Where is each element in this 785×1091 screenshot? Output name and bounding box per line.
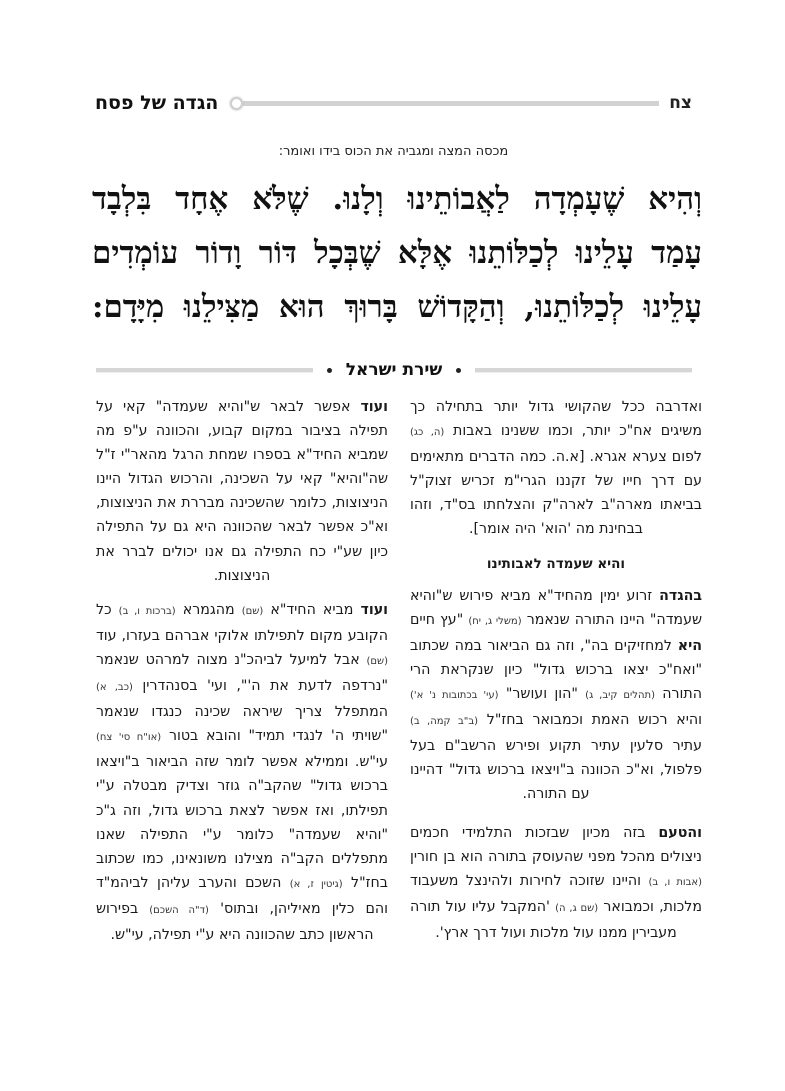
paragraph-text: בפירוש הראשון כתב שהכוונה היא ע"י תפילה, עי"ש.	[96, 900, 374, 943]
commentary-paragraph	[96, 395, 388, 588]
header-ornament-circle-icon	[230, 97, 243, 110]
source-reference: (תהלים קיב, ג)	[585, 690, 655, 702]
main-text-line: עָמַד עָלֵינוּ לְכַלּוֹתֵנוּ אֶלָּא שֶׁבְּכָל דּוֹר וָדוֹר עוֹמְדִים	[92, 235, 702, 271]
commentary-paragraph	[410, 584, 702, 807]
source-reference: (כב, א)	[96, 682, 133, 694]
paragraph-text: והיינו שזוכה לחירות ולהינצל משעבוד מלכות, וכמבואר	[410, 872, 703, 915]
paragraph-text: מהגמרא	[182, 601, 235, 618]
paragraph-text: ואדרבה ככל שהקושי גדול יותר בתחילה כך משיגים אח"כ יותר, וכמו ששנינו באבות	[410, 399, 702, 440]
header-rule	[243, 101, 659, 106]
paragraph-text: אפשר לבאר ש"והיא שעמדה" קאי על תפילה בציבור במקום קבוע, והכוונה ע"פ מה שמביא החיד"א בספרו שמחת הרגל מהאר"י ז"ל שה"והיא" קאי על השכינה, והרכוש הגדול היינו הניצוצות, כלומר שהשכינה מבררת את הניצוצות, וא"כ אפשר לבאר שהכוונה היא גם על התפילה כיון שע"י כח התפילה גם אנו יכולים לברר את הניצוצות.	[96, 399, 388, 584]
commentary-column-left	[96, 395, 388, 957]
ritual-instruction: מכסה המצה ומגביה את הכוס בידו ואומר:	[278, 144, 509, 159]
paragraph-lead-word: ועוד	[360, 399, 388, 415]
paragraph-text: לפום צערא אגרא. [א.ה. כמה הדברים מתאימים עם דרך חייו של זקננו הגרי"מ זכריש זצוק"ל בביאתו מארה"ב לארה"ק והצלחתו בס"ד, וזהו בבחינת מה 'הוא' היה אומר].	[410, 449, 702, 538]
paragraph-text: עי"ש. וממילא אפשר לומר שזה הביאור ב"ויצאו ברכוש גדול" שהקב"ה גוזר וצדיק מבטלה ע"י תפילתו, ואז אפשר לצאת ברכוש גדול, וזה ג"כ "והיא שעמדה" כלומר ע"י התפילה שאנו מתפללים הקב"ה מצילנו משונאינו, כמו שכתוב בחז"ל	[96, 754, 388, 891]
source-reference: (שם ג, ה)	[555, 902, 599, 914]
emphasized-word: היא	[677, 637, 703, 654]
divider-rule-left	[96, 368, 313, 373]
source-reference: (ה, כג)	[410, 427, 445, 439]
source-reference: (אבות ו, ב)	[648, 876, 702, 888]
paragraph-text: השכם והערב עליהן לביהמ"ד והם כלין מאיליהן, ובתוס'	[96, 874, 389, 917]
bullet-icon	[327, 368, 332, 373]
commentary-section-divider	[96, 358, 692, 382]
paragraph-lead-word: והטעם	[658, 824, 702, 841]
paragraph-text: "הון ועושר"	[505, 686, 578, 703]
source-reference: (גיטין ז, א)	[289, 878, 343, 890]
main-text-line: עָלֵינוּ לְכַלּוֹתֵנוּ, וְהַקָּדוֹשׁ בָּרוּךְ הוּא מַצִּילֵנוּ מִיָּדָם:	[92, 289, 702, 325]
paragraph-text: זרוע ימין מהחיד"א מביא פירוש ש"והיא שעמדה" היינו התורה שנאמר	[410, 587, 703, 628]
paragraph-text: המתפלל צריך שיראה שכינה כנגדו שנאמר "שויתי ה' לנגדי תמיד" והובא בטור	[96, 704, 388, 745]
divider-rule-right	[475, 368, 692, 373]
paragraph-text: עתיר סלעין עתיר תקוע ופירש הרשב"ם בעל פלפול, וא"כ הכוונה ב"ויצאו ברכוש גדול" דהיינו עם התורה.	[410, 738, 702, 803]
paragraph-lead-word: בהגדה	[659, 587, 702, 604]
paragraph-text: בזה מכיון שבזכות התלמידי חכמים ניצולים מהכל מפני שהעוסק בתורה הוא בן חורין	[410, 824, 702, 865]
commentary-paragraph	[96, 598, 388, 947]
source-reference: (עי' בכתובות נ' א')	[410, 690, 499, 702]
running-header	[95, 88, 692, 118]
commentary-column-right	[410, 395, 702, 955]
commentary-paragraph	[410, 821, 702, 945]
bullet-icon	[456, 368, 461, 373]
paragraph-text: והיא רכוש האמת וכמבואר בחז"ל	[486, 712, 703, 729]
source-reference: (שם)	[241, 605, 264, 617]
source-reference: (ברכות ו, ב)	[118, 605, 176, 617]
paragraph-text: "עץ חיים	[410, 611, 464, 628]
main-text-line: וְהִיא שֶׁעָמְדָה לַאֲבוֹתֵינוּ וְלָנוּ. שֶׁלֹּא אֶחָד בִּלְבָד	[92, 181, 702, 217]
page-number: צח	[669, 93, 692, 113]
source-reference: (שם)	[366, 655, 388, 667]
paragraph-text: מביא החיד"א	[270, 601, 354, 618]
paragraph-text: למחזיקים בה", וזה גם הביאור במה שכתוב "ואח"כ יצאו ברכוש גדול" כיון שנקראת הרי התורה	[410, 637, 703, 703]
paragraph-text: אבל למיעל לביהכ"נ מצוה למרהט שנאמר "נרדפה לדעת את ה'", ועי' בסנהדרין	[96, 651, 388, 695]
haggadah-main-text	[92, 172, 702, 334]
commentary-title: שירת ישראל	[345, 360, 443, 380]
paragraph-text: 'המקבל עליו עול תורה מעבירין ממנו עול מלכות ועול דרך ארץ'.	[410, 898, 677, 941]
commentary-subheading: והיא שעמדה לאבותינו	[486, 555, 626, 572]
source-reference: (משלי ג, יח)	[468, 615, 522, 627]
source-reference: (ב"ב קמה, ב)	[410, 716, 479, 728]
source-reference: (או"ח סי' צח)	[96, 732, 162, 744]
paragraph-lead-word: ועוד	[360, 601, 389, 618]
source-reference: (ד"ה השכם)	[149, 904, 209, 916]
paragraph-text: כל הקובע מקום לתפילתו אלוקי אברהם בעזרו, עוד	[96, 601, 388, 644]
commentary-paragraph	[410, 395, 702, 542]
running-title: הגדה של פסח	[95, 92, 219, 114]
